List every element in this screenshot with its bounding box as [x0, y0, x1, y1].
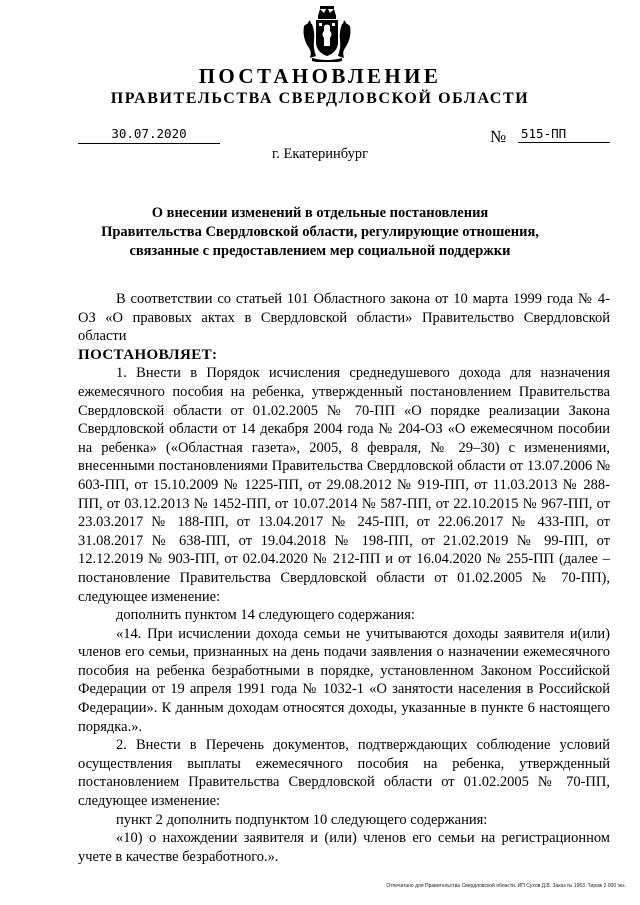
- paragraph-2-quote: «10) о нахождении заявителя и (или) членов его семьи на регистрационном учете в качестве безработного.».: [78, 830, 610, 865]
- print-footer-note: Отпечатано для Правительства Свердловской области. ИП Сухов Д.В. Заказ № 1963. Тираж 2 000 экз.: [386, 883, 626, 889]
- issuing-authority: ПРАВИТЕЛЬСТВА СВЕРДЛОВСКОЙ ОБЛАСТИ: [110, 90, 530, 107]
- paragraph-1-amendment: дополнить пунктом 14 следующего содержания:: [116, 607, 415, 624]
- document-number: 515-ПП: [518, 126, 610, 143]
- preamble-paragraph: В соответствии со статьей 101 Областного закона от 10 марта 1999 года № 4-ОЗ «О правовых актах в Свердловской области» Правительство Свердловской области: [78, 291, 610, 345]
- decree-word: ПОСТАНОВЛЯЕТ:: [78, 346, 218, 363]
- number-sign: №: [490, 127, 507, 146]
- coat-of-arms-emblem: [300, 4, 354, 62]
- paragraph-1-quote: «14. При исчислении дохода семьи не учитываются доходы заявителя и(или) членов его семьи, признанных на день подачи заявления о назначении ежемесячного пособия на ребенка безработными в порядке, установленном Законом Российской Федерации от 19 апреля 1991 года № 1032-1 «О занятости населения в Российской Федерации». К данным доходам относятся доходы, указанные в пункте 6 настоящего порядка.».: [78, 625, 610, 735]
- document-date: 30.07.2020: [78, 126, 220, 144]
- issue-city: г. Екатеринбург: [271, 146, 369, 162]
- title-line: О внесении изменений в отдельные постановления: [151, 205, 489, 221]
- document-type: ПОСТАНОВЛЕНИЕ: [198, 64, 442, 88]
- title-line: Правительства Свердловской области, регулирующие отношения,: [101, 224, 539, 240]
- paragraph-1: 1. Внести в Порядок исчисления среднедушевого дохода для назначения ежемесячного пособия на ребенка, утвержденный постановлением Правительства Свердловской области от 01.02.2005 № 70-ПП «О порядке реализации Закона Свердловской области от 14 декабря 2004 года № 204-ОЗ «О ежемесячном пособии на ребенка» («Областная газета», 2005, 8 февраля, № 29–30) с изменениями, внесенными постановлениями Правительства Свердловской области от 13.07.2006 № 603-ПП, от 15.10.2009 № 1225-ПП, от 29.08.2012 № 919-ПП, от 11.03.2013 № 288-ПП, от 03.12.2013 № 1452-ПП, от 10.07.2014 № 587-ПП, от 22.10.2015 № 967-ПП, от 23.03.2017 № 188-ПП, от 13.04.2017 № 245-ПП, от 22.06.2017 № 433-ПП, от 31.08.2017 № 638-ПП, от 19.04.2018 № 198-ПП, от 21.02.2019 № 99-ПП, от 12.12.2019 № 903-ПП, от 02.04.2020 № 212-ПП и от 16.04.2020 № 255-ПП (далее – постановление Правительства Свердловской области от 01.02.2005 № 70-ПП), следующее изменение:: [78, 365, 610, 605]
- paragraph-2: 2. Внести в Перечень документов, подтверждающих соблюдение условий осуществления выплаты ежемесячного пособия на ребенка, утвержденный постановлением Правительства Свердловской области от 01.02.2005 № 70-ПП, следующее изменение:: [78, 737, 610, 810]
- title-line: связанные с предоставлением мер социальной поддержки: [129, 243, 511, 259]
- paragraph-2-amendment: пункт 2 дополнить подпунктом 10 следующего содержания:: [116, 811, 488, 828]
- document-title: [0, 204, 640, 261]
- document-body: [78, 290, 610, 866]
